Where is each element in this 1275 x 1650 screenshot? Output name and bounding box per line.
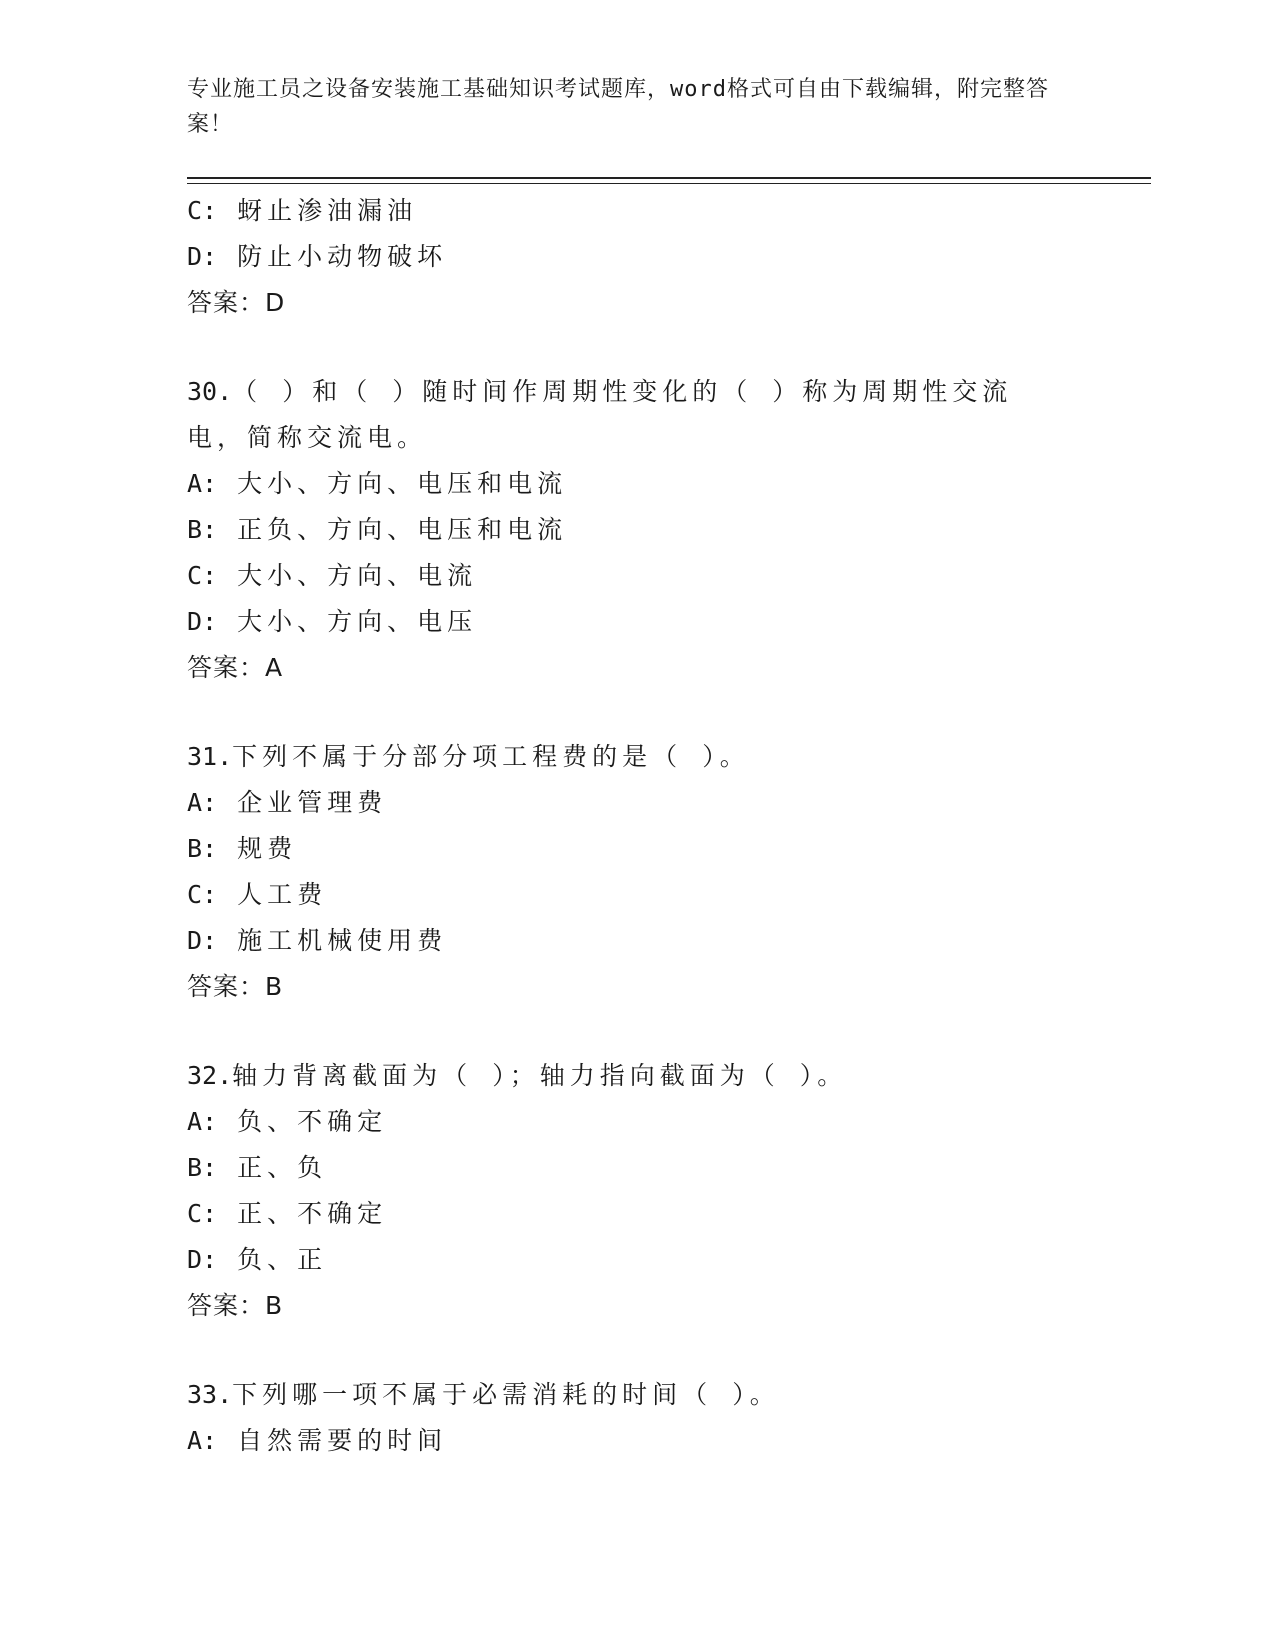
option-d: D: 防止小动物破坏 [187,242,448,271]
question-stem: 30.（ ）和（ ）随时间作周期性变化的（ ）称为周期性交流电，简称交流电。 [187,377,1013,452]
answer-line: 答案：B [187,972,284,1001]
header-divider-thick [187,177,1151,179]
question-33 [187,1372,1147,1464]
question-stem: 31.下列不属于分部分项工程费的是（ ）。 [187,742,750,771]
option-b: B: 规费 [187,834,298,863]
page-header: 专业施工员之设备安装施工基础知识考试题库，word格式可自由下载编辑，附完整答案！ [187,77,1049,137]
question-31 [187,734,1147,1010]
option-b: B: 正、负 [187,1153,328,1182]
option-c: C: 人工费 [187,880,328,909]
option-c: C: 蚜止渗油漏油 [187,196,418,225]
question-list [187,188,1147,1464]
option-d: D: 负、正 [187,1245,328,1274]
option-a: A: 自然需要的时间 [187,1426,448,1455]
header-divider-thin [187,183,1151,184]
option-c: C: 正、不确定 [187,1199,388,1228]
answer-line: 答案：A [187,653,284,682]
option-a: A: 企业管理费 [187,788,388,817]
question-stem: 32.轴力背离截面为（ ）；轴力指向截面为（ ）。 [187,1061,848,1090]
question-32 [187,1053,1147,1329]
option-d: D: 施工机械使用费 [187,926,448,955]
option-b: B: 正负、方向、电压和电流 [187,515,568,544]
question-30 [187,369,1147,691]
option-a: A: 负、不确定 [187,1107,388,1136]
question-stem: 33.下列哪一项不属于必需消耗的时间（ ）。 [187,1380,780,1409]
answer-line: 答案：B [187,1291,284,1320]
answer-line: 答案：D [187,288,286,317]
continued-question [187,188,1147,326]
option-d: D: 大小、方向、电压 [187,607,478,636]
option-a: A: 大小、方向、电压和电流 [187,469,568,498]
option-c: C: 大小、方向、电流 [187,561,478,590]
